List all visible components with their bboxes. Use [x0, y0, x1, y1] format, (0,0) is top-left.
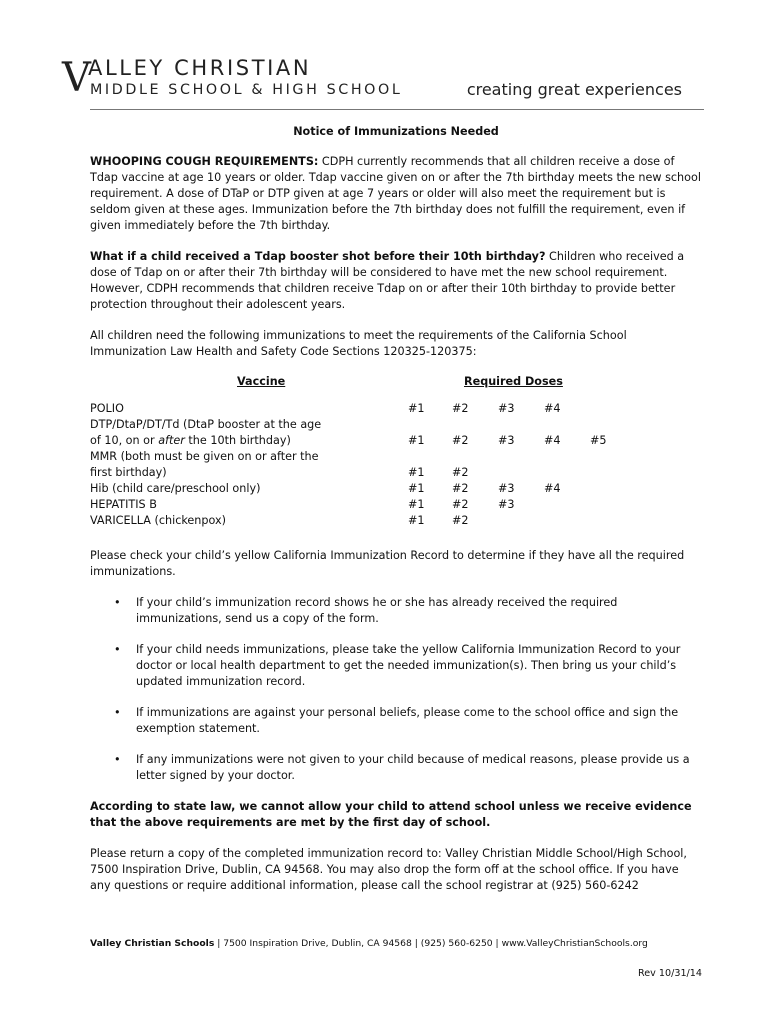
- footer-org: Valley Christian Schools: [90, 938, 215, 949]
- instruction-text: If your child needs immunizations, please take the yellow California Immunization Record to your doctor or local health department to get the needed immunization(s). Then bring us your child’s updated immunization record.: [136, 643, 681, 688]
- instruction-text: If any immunizations were not given to your child because of medical reasons, please provide us a letter signed by your doctor.: [136, 753, 690, 782]
- logo-line-1: ALLEY CHRISTIAN: [88, 56, 312, 80]
- vaccine-name-line: Hib (child care/preschool only): [90, 482, 261, 495]
- required-dose: #2: [452, 498, 469, 511]
- vaccine-name-line: HEPATITIS B: [90, 498, 157, 511]
- required-dose: #1: [408, 482, 425, 495]
- instruction-text: If immunizations are against your personal beliefs, please come to the school office and sign the exemption statement.: [136, 706, 679, 735]
- instruction-item: [90, 705, 702, 737]
- required-dose: #3: [498, 482, 515, 495]
- vaccine-name-line: POLIO: [90, 402, 124, 415]
- required-dose: #2: [452, 482, 469, 495]
- page-title: Notice of Immunizations Needed: [293, 125, 499, 138]
- required-dose: #3: [498, 498, 515, 511]
- header-divider: [90, 109, 704, 110]
- vaccine-name: [90, 417, 340, 449]
- required-dose: #2: [452, 402, 469, 415]
- bullet-icon: •: [114, 753, 121, 766]
- required-dose: #1: [408, 498, 425, 511]
- logo-letter-v: V: [62, 55, 91, 101]
- whooping-cough-text: CDPH currently recommends that all children receive a dose of Tdap vaccine at age 10 years or older. Tdap vaccine given on or after the 7th birthday meets the new school requirement. A dose of DTaP or DTP given at age 7 years or older will also meet the requirement but is seldom given at these ages. Immunization before the 7th birthday does not fulfill the requirement, even if given immediately before the 7th birthday.: [90, 155, 701, 232]
- required-dose: #1: [408, 514, 425, 527]
- required-dose: #2: [452, 466, 469, 479]
- required-dose: #1: [408, 434, 425, 447]
- booster-text: Children who received a dose of Tdap on or after their 7th birthday will be considered to have met the new school requirement. However, CDPH recommends that children receive Tdap on or after their 10th birthday to provide better protection throughout their adolescent years.: [90, 250, 685, 311]
- required-dose: #2: [452, 514, 469, 527]
- state-law-paragraph: According to state law, we cannot allow your child to attend school unless we receive evidence that the above requirements are met by the first day of school.: [90, 800, 692, 829]
- required-dose: #2: [452, 434, 469, 447]
- return-paragraph: Please return a copy of the completed immunization record to: Valley Christian Middle School/High School, 7500 Inspiration Drive, Dublin, CA 94568. You may also drop the form off at the school office. If you have any questions or require additional information, please call the school registrar at (925) 560-6242: [90, 847, 687, 892]
- vaccine-name: [90, 497, 340, 513]
- booster-paragraph: [90, 249, 702, 313]
- whooping-cough-paragraph: [90, 154, 702, 234]
- footer: [90, 938, 648, 949]
- required-dose: #3: [498, 434, 515, 447]
- vaccine-name-line: VARICELLA (chickenpox): [90, 514, 226, 527]
- booster-question: What if a child received a Tdap booster shot before their 10th birthday?: [90, 250, 546, 263]
- vaccine-name: [90, 401, 340, 417]
- document-body: [90, 124, 702, 909]
- required-dose: #5: [590, 434, 607, 447]
- vaccine-name: [90, 481, 340, 497]
- vaccine-column-header: Vaccine: [237, 375, 286, 388]
- intro-paragraph: All children need the following immunizations to meet the requirements of the California School Immunization Law Health and Safety Code Sections 120325-120375:: [90, 329, 627, 358]
- bullet-icon: •: [114, 596, 121, 609]
- required-dose: #4: [544, 482, 561, 495]
- instruction-item: [90, 642, 702, 690]
- required-dose: #1: [408, 466, 425, 479]
- check-paragraph: Please check your child’s yellow California Immunization Record to determine if they have all the required immunizations.: [90, 549, 685, 578]
- school-logo: [62, 54, 442, 104]
- required-dose: #1: [408, 402, 425, 415]
- vaccine-name-line: MMR (both must be given on or after the: [90, 450, 319, 463]
- vaccine-name-segment: after: [158, 434, 185, 447]
- bullet-icon: •: [114, 706, 121, 719]
- instructions-list: [90, 595, 702, 784]
- vaccine-name-segment: of 10, on or: [90, 434, 159, 447]
- logo-line-2: MIDDLE SCHOOL & HIGH SCHOOL: [90, 82, 403, 98]
- bullet-icon: •: [114, 643, 121, 656]
- tagline: creating great experiences: [466, 80, 682, 99]
- instruction-item: [90, 752, 702, 784]
- instruction-item: [90, 595, 702, 627]
- footer-details: | 7500 Inspiration Drive, Dublin, CA 94568 | (925) 560-6250 | www.ValleyChristianSchools.org: [214, 938, 648, 949]
- doses-column-header: Required Doses: [464, 375, 563, 388]
- whooping-cough-lead: WHOOPING COUGH REQUIREMENTS:: [90, 155, 319, 168]
- vaccine-name-segment: the 10th birthday): [184, 434, 291, 447]
- required-dose: #3: [498, 402, 515, 415]
- vaccine-name: [90, 449, 340, 481]
- vaccine-name-line: first birthday): [90, 466, 167, 479]
- vaccine-name-line: DTP/DtaP/DT/Td (DtaP booster at the age: [90, 418, 322, 431]
- instruction-text: If your child’s immunization record shows he or she has already received the required immunizations, send us a copy of the form.: [136, 596, 618, 625]
- vaccine-name: [90, 513, 340, 529]
- revision-date: Rev 10/31/14: [638, 968, 702, 979]
- vaccine-table: [90, 374, 702, 534]
- required-dose: #4: [544, 434, 561, 447]
- required-dose: #4: [544, 402, 561, 415]
